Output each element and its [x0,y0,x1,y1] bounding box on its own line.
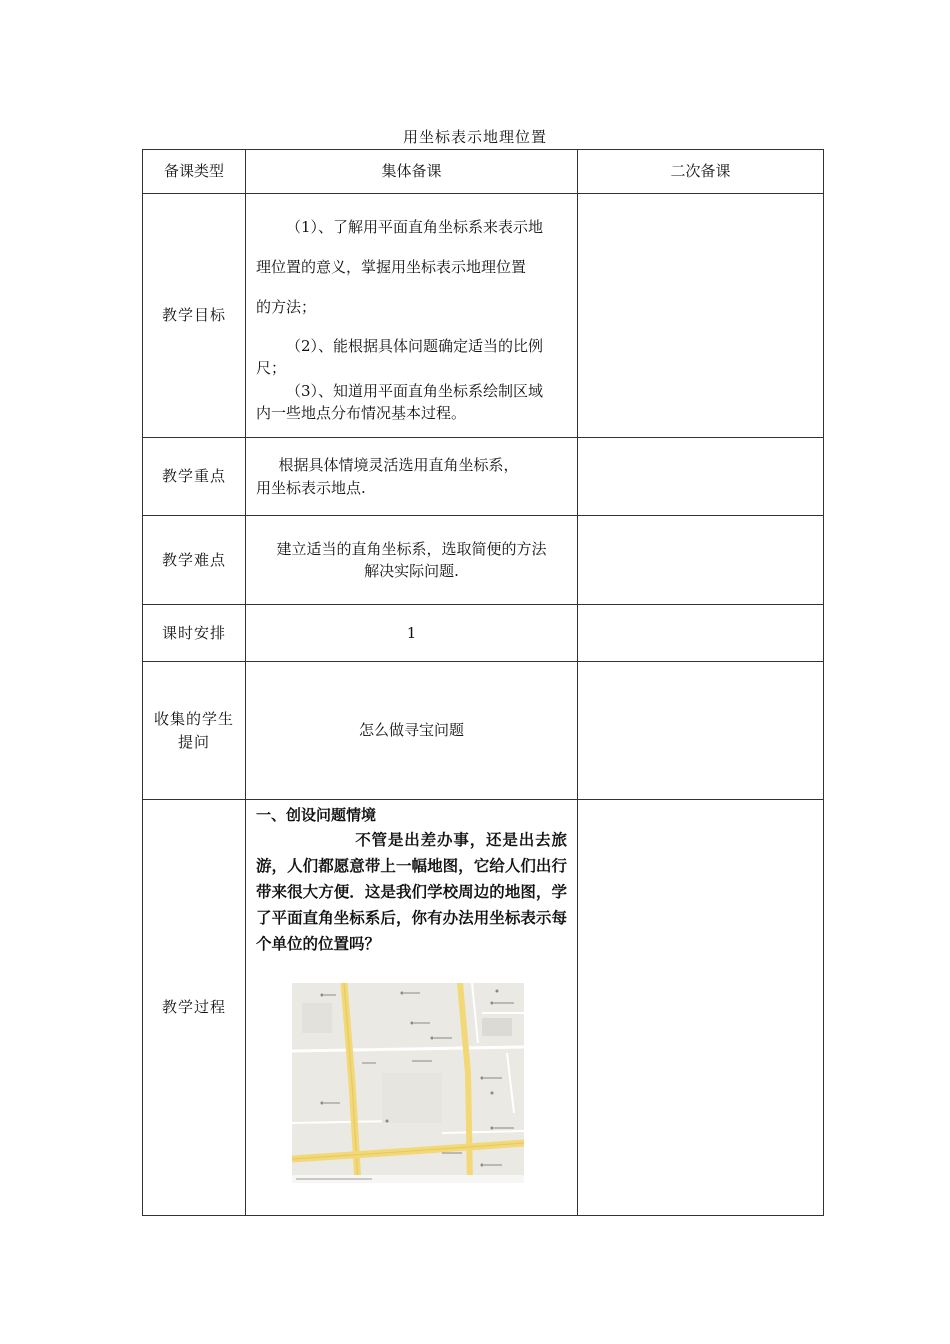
hours-second-cell [578,605,824,662]
hours-label: 课时安排 [143,605,246,662]
header-second: 二次备课 [578,150,824,194]
goals-row [143,194,824,438]
difficulty-row [143,516,824,605]
goal-3-line-a: （3）、知道用平面直角坐标系绘制区域 [286,381,544,400]
difficulty-line-2: 解决实际问题. [364,562,459,580]
lesson-plan-table [142,149,824,1216]
header-row [143,150,824,194]
hours-value: 1 [246,605,578,662]
questions-second-cell [578,662,824,800]
questions-row [143,662,824,800]
header-type: 备课类型 [143,150,246,194]
questions-label-line-1: 收集的学生 [153,710,234,728]
school-area-map [292,983,524,1183]
focus-second-cell [578,438,824,516]
process-label: 教学过程 [143,800,246,1216]
difficulty-label: 教学难点 [143,516,246,605]
goal-3-line-b: 内一些地点分布情况基本过程。 [256,404,467,422]
questions-label-line-2: 提问 [177,732,210,751]
goal-1-line-c: 的方法； [256,297,317,316]
goals-second-cell [578,194,824,438]
focus-line-2: 用坐标表示地点. [256,478,366,497]
header-collective: 集体备课 [246,150,578,194]
goals-content [246,194,578,438]
process-row [143,800,824,1216]
page-title: 用坐标表示地理位置 [402,128,547,146]
goal-2-line-b: 尺； [256,359,287,377]
process-section-title: 一、创设问题情境 [256,806,377,824]
goal-1-line-a: （1）、了解用平面直角坐标系来表示地 [286,217,544,236]
focus-label: 教学重点 [143,438,246,516]
questions-value: 怎么做寻宝问题 [246,662,578,800]
process-second-cell [578,800,824,1216]
difficulty-content [246,516,578,605]
map-building [382,1073,442,1123]
focus-row [143,438,824,516]
map-building [482,1018,512,1036]
map-building [302,1003,332,1033]
focus-line-1: 根据具体情境灵活选用直角坐标系， [278,456,519,474]
process-content [246,800,578,1216]
process-intro: 不管是出差办事，还是出去旅游，人们都愿意带上一幅地图，它给人们出行带来很大方便．这是我们学校周边的地图，学了平面直角坐标系后，你有办法用坐标表示每个单位的位置吗？ [256,830,567,953]
focus-content [246,438,578,516]
difficulty-second-cell [578,516,824,605]
goals-label: 教学目标 [143,194,246,438]
hours-row [143,605,824,662]
questions-label [143,662,246,800]
goal-1-line-b: 理位置的意义，掌握用坐标表示地理位置 [256,257,527,276]
goal-2-line-a: （2）、能根据具体问题确定适当的比例 [286,336,544,355]
difficulty-line-1: 建立适当的直角坐标系，选取简便的方法 [276,539,547,558]
